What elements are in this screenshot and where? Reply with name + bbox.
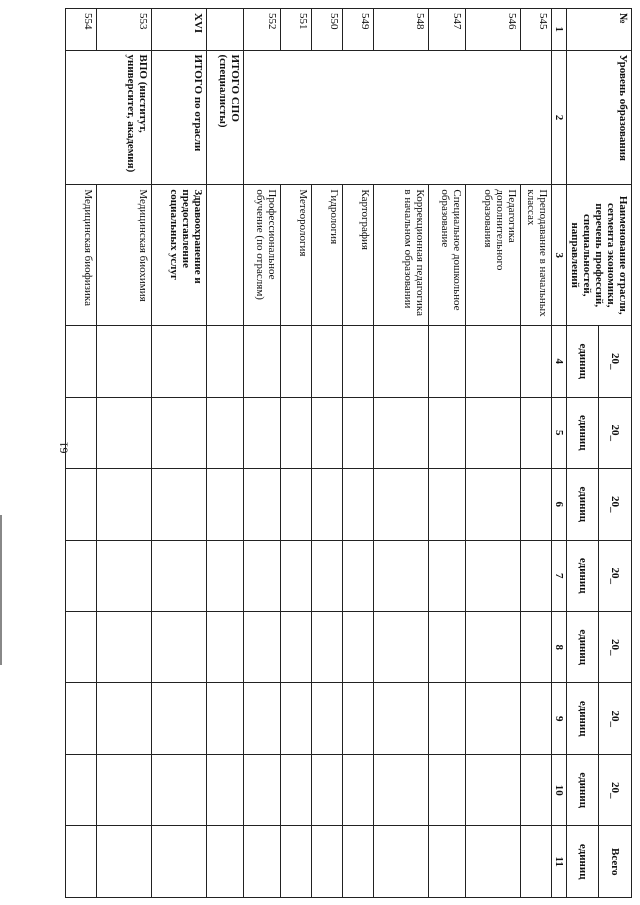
header-level: Уровень образования — [567, 50, 632, 185]
row-name: Специальное дошкольное образование — [429, 185, 466, 326]
row-level: ИТОГО по отрасли — [152, 50, 207, 185]
row-level: ВПО (институт, университет, академия) — [66, 50, 152, 185]
row-num: 548 — [374, 9, 429, 51]
row-num: 549 — [343, 9, 374, 51]
row-name: Медицинская биохимия — [97, 185, 152, 326]
col-number: 10 — [552, 754, 567, 825]
col-number: 2 — [552, 50, 567, 185]
unit-8: единиц — [567, 612, 600, 683]
unit-4: единиц — [567, 326, 600, 397]
header-year-7: 20_ — [599, 540, 632, 611]
row-num: 550 — [312, 9, 343, 51]
header-row-1 — [599, 9, 632, 898]
unit-6: единиц — [567, 469, 600, 540]
col-number: 9 — [552, 683, 567, 754]
col-number: 5 — [552, 397, 567, 468]
header-num: № — [567, 9, 632, 51]
unit-9: единиц — [567, 683, 600, 754]
row-name: Педагогика дополнительного образования — [466, 185, 521, 326]
col-number: 11 — [552, 826, 567, 898]
row-num: XVI — [152, 9, 207, 51]
scan-edge-mark — [0, 515, 2, 665]
header-total: Всего — [599, 826, 632, 898]
row-num: 552 — [244, 9, 281, 51]
row-num: 547 — [429, 9, 466, 51]
row-num: 545 — [521, 9, 552, 51]
header-year-8: 20_ — [599, 612, 632, 683]
unit-11: единиц — [567, 826, 600, 898]
table-row-subtotal — [207, 9, 244, 898]
education-table — [65, 8, 632, 898]
col-number: 3 — [552, 185, 567, 326]
unit-10: единиц — [567, 754, 600, 825]
page-number: 61 — [56, 441, 71, 454]
rotated-table-container — [82, 8, 632, 898]
row-num: 551 — [281, 9, 312, 51]
row-name: Медицинская биофизика — [66, 185, 97, 326]
col-number: 6 — [552, 469, 567, 540]
header-name: Наименование отрасли, сегмента экономики, перечень профессий, специальностей, направлений — [567, 185, 632, 326]
row-level — [244, 50, 552, 185]
row-name: Картография — [343, 185, 374, 326]
header-year-5: 20_ — [599, 397, 632, 468]
header-year-9: 20_ — [599, 683, 632, 754]
header-year-10: 20_ — [599, 754, 632, 825]
row-num: 553 — [97, 9, 152, 51]
row-level: ИТОГО СПО (специалисты) — [207, 50, 244, 185]
table-row — [521, 9, 552, 898]
row-num: 554 — [66, 9, 97, 51]
table-row-industry — [152, 9, 207, 898]
row-name — [207, 185, 244, 326]
row-num: 546 — [466, 9, 521, 51]
row-num — [207, 9, 244, 51]
unit-7: единиц — [567, 540, 600, 611]
row-name: Профессиональное обучение (по отраслям) — [244, 185, 281, 326]
row-name: Здравоохранение и предоставление социальных услуг — [152, 185, 207, 326]
header-year-6: 20_ — [599, 469, 632, 540]
row-name: Метеорология — [281, 185, 312, 326]
col-number: 7 — [552, 540, 567, 611]
table-row — [97, 9, 152, 898]
col-number: 4 — [552, 326, 567, 397]
column-number-row — [552, 9, 567, 898]
unit-5: единиц — [567, 397, 600, 468]
col-number: 1 — [552, 9, 567, 51]
col-number: 8 — [552, 612, 567, 683]
row-name: Преподавание в начальных классах — [521, 185, 552, 326]
row-name: Коррекционная педагогика в начальном образовании — [374, 185, 429, 326]
header-year-4: 20_ — [599, 326, 632, 397]
row-name: Гидрология — [312, 185, 343, 326]
